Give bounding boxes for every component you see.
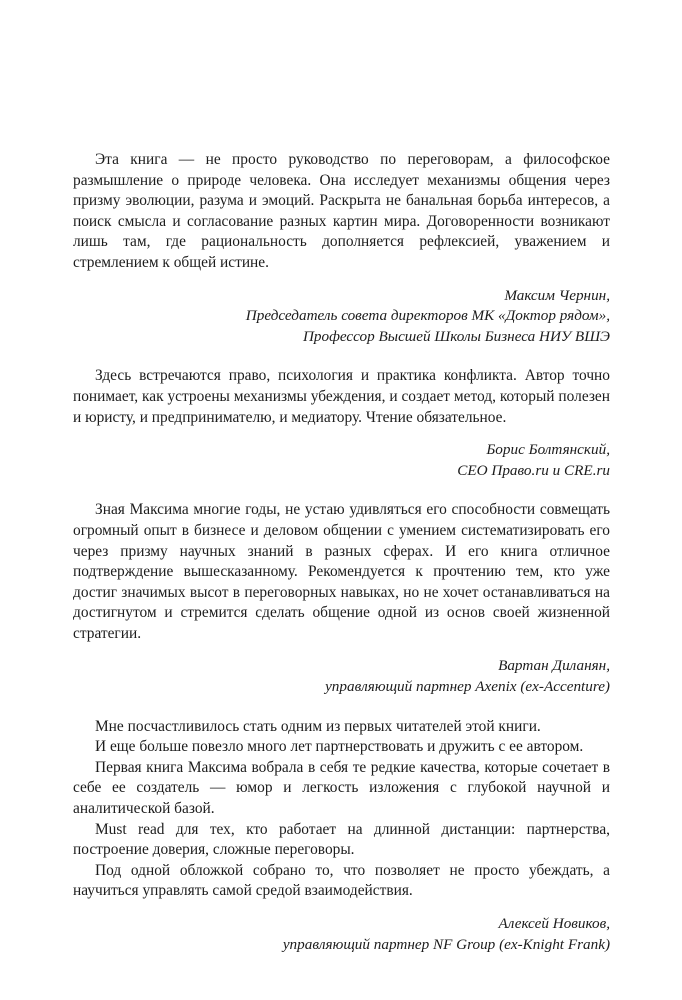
testimonial-paragraph: Мне посчастливилось стать одним из первых читателей этой книги. [95,717,541,735]
testimonial-paragraph: И еще больше повезло много лет партнерствовать и дружить с ее автором. [95,738,584,756]
block-spacer [73,698,610,717]
testimonial-attribution [73,656,610,697]
attribution-line-role: Председатель совета директоров МК «Доктор рядом», [245,307,610,325]
testimonials-container [73,150,610,955]
testimonial-block-boltyanskiy [73,366,610,481]
attribution-line-name: Вартан Диланян, [498,657,610,675]
testimonial-paragraph: Эта книга — не просто руководство по переговорам, а философское размышление о природе человека. Она исследует механизмы общения через призму эволюции, разума и эмоций. Раскрыта не банальная борьба интересов, а поиск смысла и согласование разных картин мира. Договоренности возникают лишь там, где рациональность дополняется рефлексией, уважением и стремлением к общей истине. [73,151,610,271]
testimonial-paragraph: Первая книга Максима вобрала в себя те редкие качества, которые сочетает в себе ее создатель — юмор и легкость изложения с глубокой научной и аналитической базой. [73,758,610,818]
testimonial-block-chernin [73,150,610,347]
attribution-line-role: CEO Право.ru и CRE.ru [457,461,610,479]
testimonial-attribution [73,914,610,955]
testimonial-attribution [73,286,610,348]
attribution-line-name: Максим Чернин, [504,286,610,304]
block-spacer [73,347,610,366]
testimonial-paragraph: Под одной обложкой собрано то, что позволяет не просто убеждать, а научиться управлять самой средой взаимодействия. [73,861,610,900]
block-spacer [73,481,610,500]
testimonial-paragraph: Здесь встречаются право, психология и практика конфликта. Автор точно понимает, как устроены механизмы убеждения, и создает метод, который полезен и юристу, и предпринимателю, и медиатору. Чтение обязательное. [73,367,610,426]
testimonial-paragraph: Зная Максима многие годы, не устаю удивляться его способности совмещать огромный опыт в бизнесе и деловом общении с умением систематизировать его через призму научных знаний в разных сферах. И его книга отличное подтверждение вышесказанному. Рекомендуется к прочтению тем, кто уже достиг значимых высот в переговорных навыках, но не хочет останавливаться на достигнутом и стремится сделать общение одной из основ своей жизненной стратегии. [73,501,610,642]
attribution-line-role-secondary: Профессор Высшей Школы Бизнеса НИУ ВШЭ [302,327,610,345]
attribution-line-role: управляющий партнер Axenix (ex-Accenture) [325,678,610,696]
testimonial-paragraph: Must read для тех, кто работает на длинной дистанции: партнерства, построение доверия, сложные переговоры. [73,820,610,859]
attribution-line-name: Борис Болтянский, [486,441,610,459]
testimonial-attribution [73,440,610,481]
attribution-line-role: управляющий партнер NF Group (ex-Knight Frank) [282,935,610,953]
testimonial-block-novikov [73,717,610,956]
testimonial-block-dilanyan [73,500,610,697]
attribution-line-name: Алексей Новиков, [498,915,610,932]
